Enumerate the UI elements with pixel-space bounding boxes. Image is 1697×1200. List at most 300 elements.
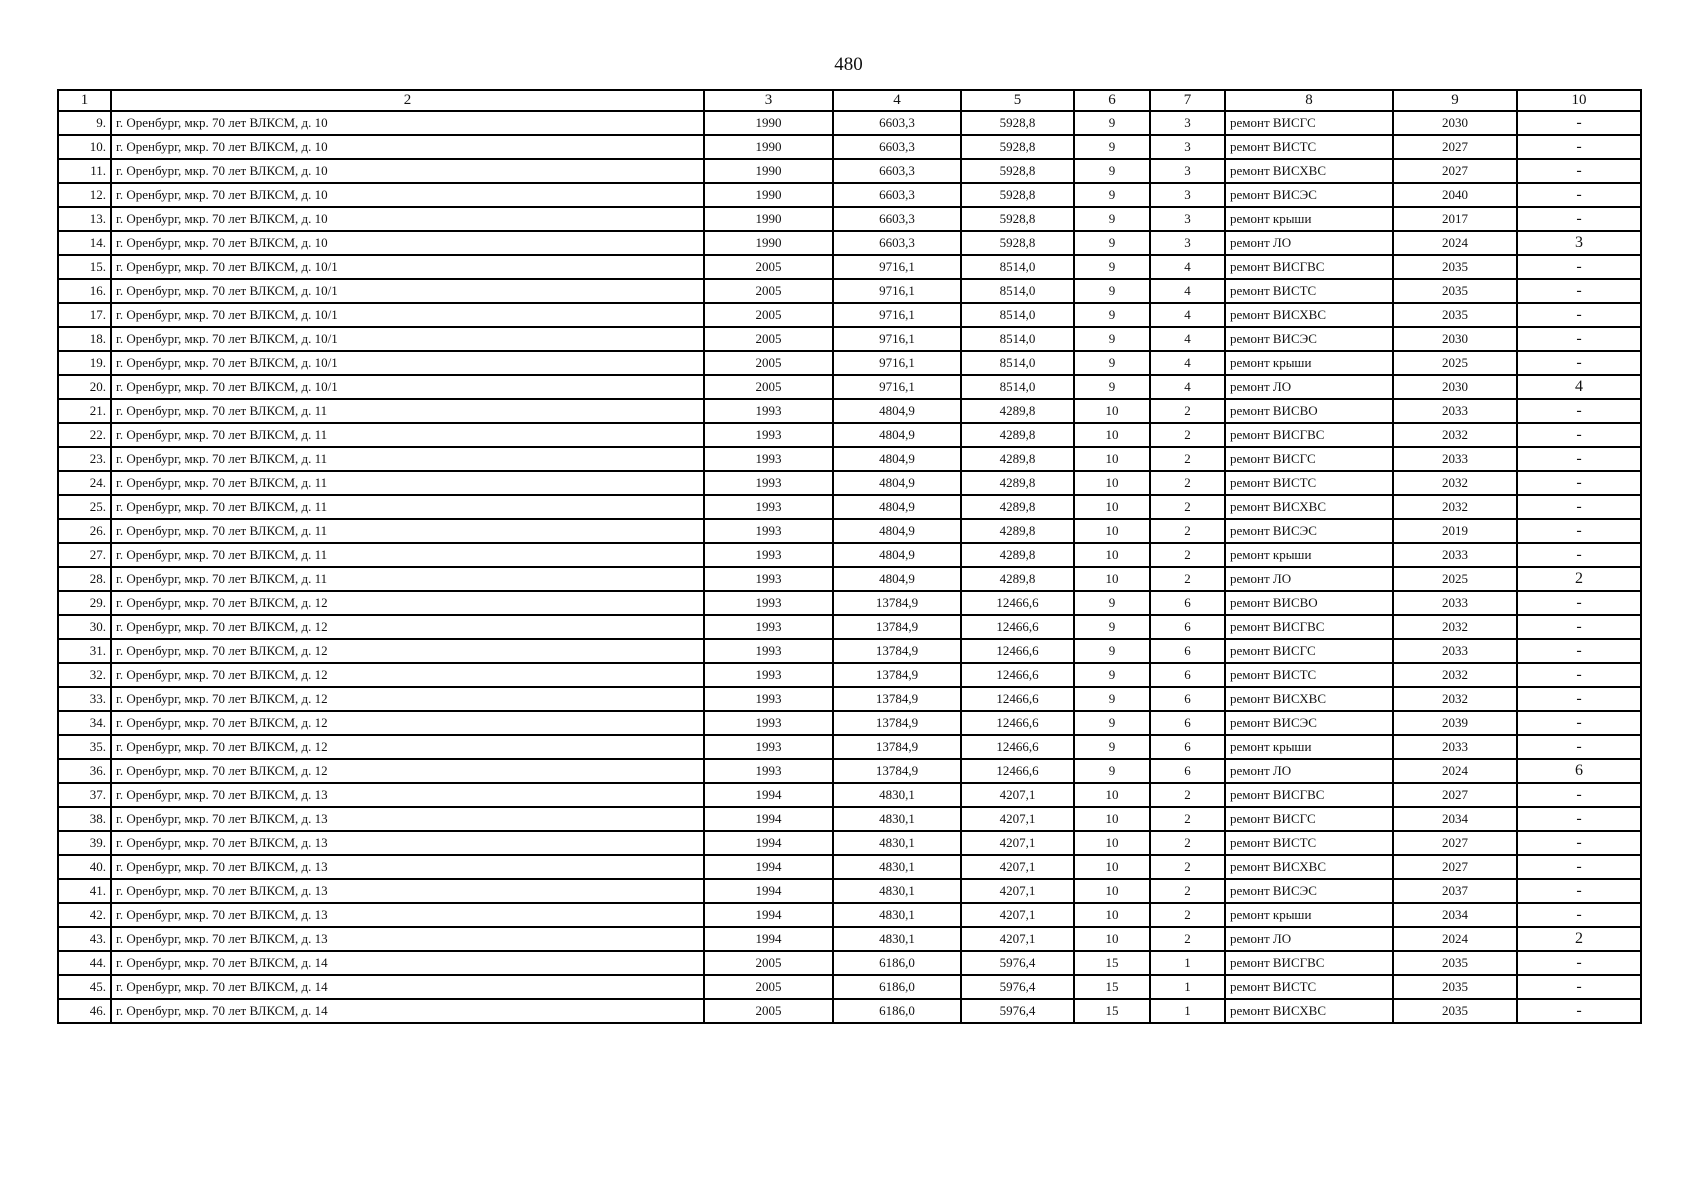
cell-total-area: 4830,1 xyxy=(833,855,961,879)
table-row xyxy=(58,327,1641,351)
cell-work-type: ремонт крыши xyxy=(1225,207,1393,231)
cell-address: г. Оренбург, мкр. 70 лет ВЛКСМ, д. 13 xyxy=(111,807,704,831)
cell-build-year: 1990 xyxy=(704,183,833,207)
cell-total-area: 4804,9 xyxy=(833,543,961,567)
cell-work-type: ремонт ВИСЭС xyxy=(1225,183,1393,207)
cell-entrances: 3 xyxy=(1150,111,1225,135)
cell-entrances: 2 xyxy=(1150,447,1225,471)
cell-address: г. Оренбург, мкр. 70 лет ВЛКСМ, д. 11 xyxy=(111,471,704,495)
table-row xyxy=(58,879,1641,903)
cell-build-year: 1993 xyxy=(704,591,833,615)
cell-address: г. Оренбург, мкр. 70 лет ВЛКСМ, д. 12 xyxy=(111,639,704,663)
table-row xyxy=(58,111,1641,135)
cell-planned-year: 2037 xyxy=(1393,879,1517,903)
cell-build-year: 1993 xyxy=(704,567,833,591)
cell-floors: 9 xyxy=(1074,111,1150,135)
cell-address: г. Оренбург, мкр. 70 лет ВЛКСМ, д. 13 xyxy=(111,783,704,807)
table-row xyxy=(58,279,1641,303)
cell-living-area: 8514,0 xyxy=(961,351,1074,375)
cell-work-type: ремонт ВИСГС xyxy=(1225,639,1393,663)
cell-work-type: ремонт ВИСХВС xyxy=(1225,687,1393,711)
column-header: 1 xyxy=(58,90,111,111)
table-row xyxy=(58,975,1641,999)
cell-living-area: 12466,6 xyxy=(961,759,1074,783)
cell-planned-year: 2033 xyxy=(1393,543,1517,567)
cell-planned-year: 2033 xyxy=(1393,735,1517,759)
cell-entrances: 4 xyxy=(1150,255,1225,279)
cell-build-year: 1993 xyxy=(704,471,833,495)
cell-row-number: 27. xyxy=(58,543,111,567)
cell-living-area: 8514,0 xyxy=(961,303,1074,327)
cell-floors: 9 xyxy=(1074,375,1150,399)
cell-planned-year: 2027 xyxy=(1393,159,1517,183)
cell-work-type: ремонт ВИСВО xyxy=(1225,591,1393,615)
cell-planned-year: 2033 xyxy=(1393,639,1517,663)
cell-row-number: 15. xyxy=(58,255,111,279)
column-header: 5 xyxy=(961,90,1074,111)
cell-address: г. Оренбург, мкр. 70 лет ВЛКСМ, д. 12 xyxy=(111,663,704,687)
cell-floors: 9 xyxy=(1074,279,1150,303)
cell-entrances: 2 xyxy=(1150,807,1225,831)
cell-entrances: 2 xyxy=(1150,831,1225,855)
cell-row-number: 30. xyxy=(58,615,111,639)
cell-total-area: 4804,9 xyxy=(833,519,961,543)
table-row xyxy=(58,687,1641,711)
cell-floors: 10 xyxy=(1074,399,1150,423)
cell-work-type: ремонт ВИСХВС xyxy=(1225,495,1393,519)
cell-address: г. Оренбург, мкр. 70 лет ВЛКСМ, д. 10/1 xyxy=(111,255,704,279)
cell-address: г. Оренбург, мкр. 70 лет ВЛКСМ, д. 11 xyxy=(111,399,704,423)
cell-row-number: 33. xyxy=(58,687,111,711)
table-row xyxy=(58,255,1641,279)
cell-living-area: 4289,8 xyxy=(961,447,1074,471)
cell-row-number: 23. xyxy=(58,447,111,471)
cell-row-number: 44. xyxy=(58,951,111,975)
cell-living-area: 4289,8 xyxy=(961,399,1074,423)
cell-work-type: ремонт ВИСТС xyxy=(1225,279,1393,303)
cell-row-number: 24. xyxy=(58,471,111,495)
cell-entrances: 2 xyxy=(1150,471,1225,495)
cell-floors: 10 xyxy=(1074,519,1150,543)
cell-row-number: 31. xyxy=(58,639,111,663)
cell-floors: 15 xyxy=(1074,999,1150,1023)
cell-floors: 10 xyxy=(1074,567,1150,591)
cell-living-area: 12466,6 xyxy=(961,663,1074,687)
cell-entrances: 6 xyxy=(1150,711,1225,735)
table-row xyxy=(58,399,1641,423)
cell-count: - xyxy=(1517,615,1641,639)
cell-count: - xyxy=(1517,351,1641,375)
table-row xyxy=(58,351,1641,375)
cell-row-number: 46. xyxy=(58,999,111,1023)
cell-entrances: 2 xyxy=(1150,879,1225,903)
cell-living-area: 12466,6 xyxy=(961,687,1074,711)
cell-build-year: 1993 xyxy=(704,663,833,687)
cell-planned-year: 2032 xyxy=(1393,471,1517,495)
cell-total-area: 4830,1 xyxy=(833,831,961,855)
column-header: 8 xyxy=(1225,90,1393,111)
cell-floors: 10 xyxy=(1074,447,1150,471)
cell-work-type: ремонт ВИСГС xyxy=(1225,807,1393,831)
cell-row-number: 36. xyxy=(58,759,111,783)
column-header: 9 xyxy=(1393,90,1517,111)
table-row xyxy=(58,735,1641,759)
cell-planned-year: 2035 xyxy=(1393,279,1517,303)
cell-count: 3 xyxy=(1517,231,1641,255)
cell-total-area: 4804,9 xyxy=(833,567,961,591)
cell-build-year: 2005 xyxy=(704,255,833,279)
cell-count: - xyxy=(1517,591,1641,615)
cell-floors: 10 xyxy=(1074,807,1150,831)
cell-floors: 9 xyxy=(1074,303,1150,327)
cell-floors: 9 xyxy=(1074,711,1150,735)
cell-address: г. Оренбург, мкр. 70 лет ВЛКСМ, д. 13 xyxy=(111,879,704,903)
cell-floors: 10 xyxy=(1074,879,1150,903)
table-row xyxy=(58,375,1641,399)
cell-planned-year: 2032 xyxy=(1393,663,1517,687)
cell-total-area: 4804,9 xyxy=(833,399,961,423)
cell-entrances: 4 xyxy=(1150,327,1225,351)
cell-work-type: ремонт ВИСГС xyxy=(1225,447,1393,471)
cell-entrances: 3 xyxy=(1150,207,1225,231)
cell-total-area: 4804,9 xyxy=(833,471,961,495)
cell-living-area: 12466,6 xyxy=(961,591,1074,615)
cell-planned-year: 2035 xyxy=(1393,303,1517,327)
table-row xyxy=(58,231,1641,255)
cell-work-type: ремонт ВИСТС xyxy=(1225,663,1393,687)
cell-address: г. Оренбург, мкр. 70 лет ВЛКСМ, д. 10/1 xyxy=(111,375,704,399)
cell-floors: 10 xyxy=(1074,927,1150,951)
cell-floors: 10 xyxy=(1074,543,1150,567)
cell-address: г. Оренбург, мкр. 70 лет ВЛКСМ, д. 10 xyxy=(111,183,704,207)
cell-row-number: 26. xyxy=(58,519,111,543)
cell-total-area: 13784,9 xyxy=(833,663,961,687)
cell-count: - xyxy=(1517,735,1641,759)
cell-floors: 10 xyxy=(1074,903,1150,927)
cell-address: г. Оренбург, мкр. 70 лет ВЛКСМ, д. 11 xyxy=(111,543,704,567)
table-row xyxy=(58,303,1641,327)
table-row xyxy=(58,471,1641,495)
cell-total-area: 13784,9 xyxy=(833,711,961,735)
cell-total-area: 9716,1 xyxy=(833,327,961,351)
cell-row-number: 41. xyxy=(58,879,111,903)
cell-total-area: 9716,1 xyxy=(833,255,961,279)
cell-row-number: 11. xyxy=(58,159,111,183)
cell-living-area: 4207,1 xyxy=(961,903,1074,927)
cell-floors: 10 xyxy=(1074,831,1150,855)
table-row xyxy=(58,783,1641,807)
cell-planned-year: 2017 xyxy=(1393,207,1517,231)
cell-count: - xyxy=(1517,975,1641,999)
cell-living-area: 12466,6 xyxy=(961,639,1074,663)
cell-living-area: 5976,4 xyxy=(961,975,1074,999)
cell-total-area: 13784,9 xyxy=(833,639,961,663)
cell-planned-year: 2032 xyxy=(1393,423,1517,447)
cell-row-number: 14. xyxy=(58,231,111,255)
cell-entrances: 2 xyxy=(1150,423,1225,447)
cell-living-area: 8514,0 xyxy=(961,279,1074,303)
cell-total-area: 4830,1 xyxy=(833,903,961,927)
column-header: 4 xyxy=(833,90,961,111)
cell-entrances: 2 xyxy=(1150,855,1225,879)
column-header: 6 xyxy=(1074,90,1150,111)
cell-total-area: 13784,9 xyxy=(833,735,961,759)
cell-address: г. Оренбург, мкр. 70 лет ВЛКСМ, д. 10 xyxy=(111,135,704,159)
cell-count: - xyxy=(1517,183,1641,207)
cell-living-area: 4289,8 xyxy=(961,567,1074,591)
cell-build-year: 1993 xyxy=(704,759,833,783)
cell-count: 2 xyxy=(1517,927,1641,951)
table-row xyxy=(58,615,1641,639)
column-header: 10 xyxy=(1517,90,1641,111)
cell-build-year: 1993 xyxy=(704,543,833,567)
cell-build-year: 1994 xyxy=(704,927,833,951)
cell-build-year: 1993 xyxy=(704,399,833,423)
cell-planned-year: 2024 xyxy=(1393,231,1517,255)
cell-entrances: 6 xyxy=(1150,759,1225,783)
cell-count: - xyxy=(1517,399,1641,423)
cell-build-year: 1990 xyxy=(704,111,833,135)
cell-address: г. Оренбург, мкр. 70 лет ВЛКСМ, д. 13 xyxy=(111,927,704,951)
cell-row-number: 43. xyxy=(58,927,111,951)
cell-address: г. Оренбург, мкр. 70 лет ВЛКСМ, д. 12 xyxy=(111,711,704,735)
cell-entrances: 6 xyxy=(1150,591,1225,615)
cell-count: - xyxy=(1517,999,1641,1023)
table-row xyxy=(58,855,1641,879)
cell-entrances: 3 xyxy=(1150,159,1225,183)
cell-total-area: 4804,9 xyxy=(833,423,961,447)
cell-total-area: 9716,1 xyxy=(833,303,961,327)
cell-build-year: 1994 xyxy=(704,879,833,903)
cell-build-year: 1993 xyxy=(704,495,833,519)
cell-living-area: 4289,8 xyxy=(961,471,1074,495)
cell-count: - xyxy=(1517,135,1641,159)
cell-build-year: 2005 xyxy=(704,375,833,399)
cell-work-type: ремонт ВИСГВС xyxy=(1225,615,1393,639)
cell-floors: 9 xyxy=(1074,687,1150,711)
cell-count: - xyxy=(1517,327,1641,351)
cell-planned-year: 2035 xyxy=(1393,975,1517,999)
cell-work-type: ремонт ВИСТС xyxy=(1225,471,1393,495)
cell-living-area: 4207,1 xyxy=(961,807,1074,831)
cell-entrances: 2 xyxy=(1150,783,1225,807)
cell-work-type: ремонт ВИСХВС xyxy=(1225,999,1393,1023)
cell-count: - xyxy=(1517,855,1641,879)
cell-planned-year: 2039 xyxy=(1393,711,1517,735)
cell-address: г. Оренбург, мкр. 70 лет ВЛКСМ, д. 12 xyxy=(111,759,704,783)
cell-living-area: 5928,8 xyxy=(961,135,1074,159)
cell-row-number: 38. xyxy=(58,807,111,831)
cell-work-type: ремонт ВИСВО xyxy=(1225,399,1393,423)
cell-living-area: 4289,8 xyxy=(961,543,1074,567)
cell-total-area: 6603,3 xyxy=(833,231,961,255)
cell-build-year: 1990 xyxy=(704,135,833,159)
table-row xyxy=(58,183,1641,207)
cell-row-number: 45. xyxy=(58,975,111,999)
cell-work-type: ремонт ВИСЭС xyxy=(1225,711,1393,735)
cell-entrances: 6 xyxy=(1150,639,1225,663)
cell-build-year: 2005 xyxy=(704,351,833,375)
cell-work-type: ремонт крыши xyxy=(1225,351,1393,375)
cell-total-area: 6603,3 xyxy=(833,159,961,183)
cell-count: - xyxy=(1517,903,1641,927)
cell-address: г. Оренбург, мкр. 70 лет ВЛКСМ, д. 10 xyxy=(111,207,704,231)
table-row xyxy=(58,831,1641,855)
cell-address: г. Оренбург, мкр. 70 лет ВЛКСМ, д. 12 xyxy=(111,591,704,615)
cell-build-year: 1994 xyxy=(704,855,833,879)
cell-planned-year: 2032 xyxy=(1393,615,1517,639)
cell-floors: 15 xyxy=(1074,951,1150,975)
cell-count: - xyxy=(1517,879,1641,903)
cell-build-year: 2005 xyxy=(704,327,833,351)
cell-planned-year: 2034 xyxy=(1393,807,1517,831)
cell-planned-year: 2033 xyxy=(1393,447,1517,471)
cell-build-year: 2005 xyxy=(704,279,833,303)
cell-entrances: 6 xyxy=(1150,735,1225,759)
cell-work-type: ремонт ЛО xyxy=(1225,567,1393,591)
cell-planned-year: 2033 xyxy=(1393,591,1517,615)
cell-living-area: 12466,6 xyxy=(961,711,1074,735)
cell-living-area: 8514,0 xyxy=(961,255,1074,279)
cell-address: г. Оренбург, мкр. 70 лет ВЛКСМ, д. 13 xyxy=(111,831,704,855)
cell-entrances: 2 xyxy=(1150,927,1225,951)
cell-total-area: 6603,3 xyxy=(833,183,961,207)
column-number-row xyxy=(58,90,1641,111)
cell-total-area: 9716,1 xyxy=(833,279,961,303)
cell-entrances: 4 xyxy=(1150,279,1225,303)
cell-build-year: 1993 xyxy=(704,639,833,663)
cell-address: г. Оренбург, мкр. 70 лет ВЛКСМ, д. 10/1 xyxy=(111,351,704,375)
cell-count: - xyxy=(1517,207,1641,231)
cell-address: г. Оренбург, мкр. 70 лет ВЛКСМ, д. 13 xyxy=(111,855,704,879)
cell-address: г. Оренбург, мкр. 70 лет ВЛКСМ, д. 10/1 xyxy=(111,303,704,327)
table-row xyxy=(58,951,1641,975)
table-row xyxy=(58,711,1641,735)
cell-work-type: ремонт ВИСГВС xyxy=(1225,255,1393,279)
cell-address: г. Оренбург, мкр. 70 лет ВЛКСМ, д. 10 xyxy=(111,159,704,183)
cell-living-area: 8514,0 xyxy=(961,375,1074,399)
table-row xyxy=(58,423,1641,447)
cell-planned-year: 2025 xyxy=(1393,567,1517,591)
cell-floors: 9 xyxy=(1074,327,1150,351)
cell-work-type: ремонт ВИСХВС xyxy=(1225,159,1393,183)
cell-build-year: 1993 xyxy=(704,423,833,447)
cell-total-area: 6186,0 xyxy=(833,999,961,1023)
cell-planned-year: 2035 xyxy=(1393,999,1517,1023)
cell-planned-year: 2030 xyxy=(1393,375,1517,399)
cell-work-type: ремонт ВИСХВС xyxy=(1225,303,1393,327)
cell-row-number: 32. xyxy=(58,663,111,687)
cell-floors: 9 xyxy=(1074,735,1150,759)
table-row xyxy=(58,543,1641,567)
page-number: 480 xyxy=(834,54,863,75)
table-row xyxy=(58,159,1641,183)
table-row xyxy=(58,447,1641,471)
cell-total-area: 13784,9 xyxy=(833,591,961,615)
cell-total-area: 4830,1 xyxy=(833,807,961,831)
cell-work-type: ремонт ВИСХВС xyxy=(1225,855,1393,879)
cell-count: - xyxy=(1517,951,1641,975)
cell-build-year: 1993 xyxy=(704,687,833,711)
table-row xyxy=(58,591,1641,615)
cell-row-number: 28. xyxy=(58,567,111,591)
cell-entrances: 6 xyxy=(1150,687,1225,711)
cell-address: г. Оренбург, мкр. 70 лет ВЛКСМ, д. 11 xyxy=(111,495,704,519)
cell-count: - xyxy=(1517,687,1641,711)
cell-entrances: 1 xyxy=(1150,999,1225,1023)
repair-schedule-table xyxy=(57,89,1642,1024)
cell-floors: 9 xyxy=(1074,639,1150,663)
cell-build-year: 1993 xyxy=(704,711,833,735)
cell-planned-year: 2019 xyxy=(1393,519,1517,543)
cell-living-area: 5976,4 xyxy=(961,951,1074,975)
cell-count: - xyxy=(1517,663,1641,687)
cell-planned-year: 2032 xyxy=(1393,495,1517,519)
cell-floors: 9 xyxy=(1074,591,1150,615)
cell-build-year: 1990 xyxy=(704,231,833,255)
cell-total-area: 4830,1 xyxy=(833,927,961,951)
cell-work-type: ремонт ВИСЭС xyxy=(1225,519,1393,543)
cell-floors: 10 xyxy=(1074,783,1150,807)
cell-build-year: 1993 xyxy=(704,519,833,543)
cell-work-type: ремонт ВИСГВС xyxy=(1225,783,1393,807)
cell-entrances: 2 xyxy=(1150,519,1225,543)
cell-entrances: 2 xyxy=(1150,399,1225,423)
table-row xyxy=(58,567,1641,591)
cell-work-type: ремонт крыши xyxy=(1225,903,1393,927)
cell-floors: 9 xyxy=(1074,159,1150,183)
cell-entrances: 4 xyxy=(1150,351,1225,375)
cell-total-area: 6186,0 xyxy=(833,975,961,999)
cell-living-area: 5928,8 xyxy=(961,183,1074,207)
cell-entrances: 3 xyxy=(1150,231,1225,255)
cell-address: г. Оренбург, мкр. 70 лет ВЛКСМ, д. 11 xyxy=(111,567,704,591)
cell-build-year: 2005 xyxy=(704,999,833,1023)
cell-work-type: ремонт ВИСТС xyxy=(1225,975,1393,999)
cell-count: - xyxy=(1517,831,1641,855)
cell-planned-year: 2024 xyxy=(1393,759,1517,783)
cell-count: 6 xyxy=(1517,759,1641,783)
cell-floors: 10 xyxy=(1074,855,1150,879)
cell-build-year: 2005 xyxy=(704,303,833,327)
cell-entrances: 3 xyxy=(1150,183,1225,207)
cell-address: г. Оренбург, мкр. 70 лет ВЛКСМ, д. 12 xyxy=(111,687,704,711)
cell-row-number: 18. xyxy=(58,327,111,351)
cell-address: г. Оренбург, мкр. 70 лет ВЛКСМ, д. 11 xyxy=(111,519,704,543)
cell-address: г. Оренбург, мкр. 70 лет ВЛКСМ, д. 13 xyxy=(111,903,704,927)
cell-total-area: 4804,9 xyxy=(833,495,961,519)
cell-living-area: 4207,1 xyxy=(961,927,1074,951)
cell-row-number: 25. xyxy=(58,495,111,519)
cell-work-type: ремонт ВИСГВС xyxy=(1225,951,1393,975)
cell-row-number: 37. xyxy=(58,783,111,807)
cell-build-year: 1994 xyxy=(704,831,833,855)
cell-entrances: 2 xyxy=(1150,543,1225,567)
cell-address: г. Оренбург, мкр. 70 лет ВЛКСМ, д. 14 xyxy=(111,975,704,999)
cell-work-type: ремонт крыши xyxy=(1225,735,1393,759)
cell-build-year: 1994 xyxy=(704,807,833,831)
cell-total-area: 6603,3 xyxy=(833,207,961,231)
cell-address: г. Оренбург, мкр. 70 лет ВЛКСМ, д. 11 xyxy=(111,447,704,471)
cell-total-area: 4804,9 xyxy=(833,447,961,471)
cell-count: - xyxy=(1517,519,1641,543)
cell-build-year: 1993 xyxy=(704,447,833,471)
cell-entrances: 2 xyxy=(1150,495,1225,519)
table-row xyxy=(58,639,1641,663)
cell-address: г. Оренбург, мкр. 70 лет ВЛКСМ, д. 12 xyxy=(111,735,704,759)
cell-entrances: 1 xyxy=(1150,975,1225,999)
column-header: 3 xyxy=(704,90,833,111)
